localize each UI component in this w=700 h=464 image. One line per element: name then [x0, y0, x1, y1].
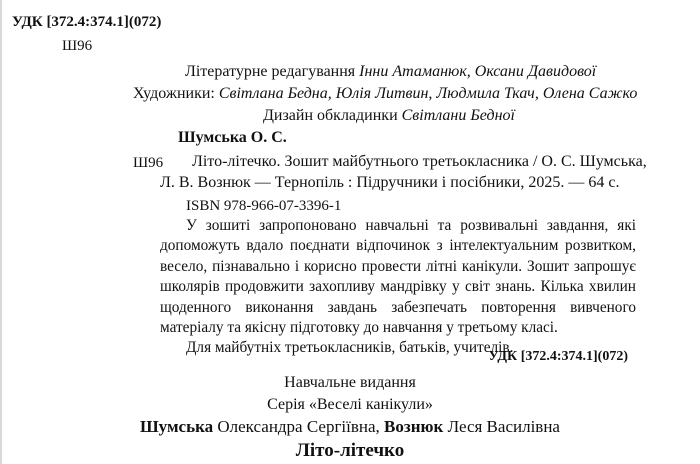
- author-1-surname: Шумська: [140, 417, 214, 436]
- catalog-title-line-2: Л. В. Вознюк — Тернопіль : Підручники і посібники, 2025. — 64 с.: [160, 174, 620, 191]
- catalog-author-heading: Шумська О. С.: [178, 129, 287, 146]
- artists-names: Світлана Бедна, Юлія Литвин, Людмила Ткач, Олена Сажко: [218, 85, 638, 102]
- cover-design-name: Світлани Бедної: [401, 107, 515, 124]
- cover-design-label: Дизайн обкладинки: [263, 107, 398, 124]
- artists-label: Художники:: [133, 85, 215, 102]
- edition-type: Навчальне видання: [284, 374, 416, 391]
- literary-editing-names: Інни Атаманюк, Оксани Давидової: [359, 63, 597, 80]
- annotation-paragraph-2: Для майбутніх третьокласників, батьків, учителів.: [186, 339, 514, 357]
- cover-design-line: [263, 106, 515, 126]
- book-title: Літо-літечко: [295, 440, 405, 461]
- isbn: ISBN 978-966-07-3396-1: [186, 198, 342, 214]
- author-2-name: Леся Василівна: [447, 417, 560, 436]
- catalog-code: Ш96: [133, 155, 164, 171]
- udk-code-bottom: УДК [372.4:374.1](072): [488, 349, 628, 364]
- udk-code-top: УДК [372.4:374.1](072): [12, 14, 162, 30]
- annotation-paragraph-1: У зошиті запропоновано навчальні та розвивальні завдання, які допоможуть вдало поєднати відпочинок з інтелектуальним розвитком, весело, пізнавально і корисно провести літні канікули. Зошит запрошує школярів продовжити захопливу мандрівку у світ знань. Кілька хвилин щоденного виконання завдань забезпечать повторення вивченого матеріалу та якісну підготовку до навчання у третьому класі.: [160, 217, 636, 337]
- catalog-code-top: Ш96: [62, 38, 93, 54]
- author-1-name: Олександра Сергіївна,: [217, 417, 380, 436]
- series-name: Серія «Веселі канікули»: [267, 396, 433, 413]
- authors-line: [0, 417, 700, 437]
- catalog-title-line-1: Літо-літечко. Зошит майбутнього третьокласника / О. С. Шумська,: [192, 153, 647, 170]
- annotation: [160, 216, 636, 359]
- author-2-surname: Вознюк: [384, 417, 444, 436]
- literary-editing-line: [185, 62, 596, 82]
- artists-line: [133, 84, 637, 104]
- literary-editing-label: Літературне редагування: [185, 63, 356, 80]
